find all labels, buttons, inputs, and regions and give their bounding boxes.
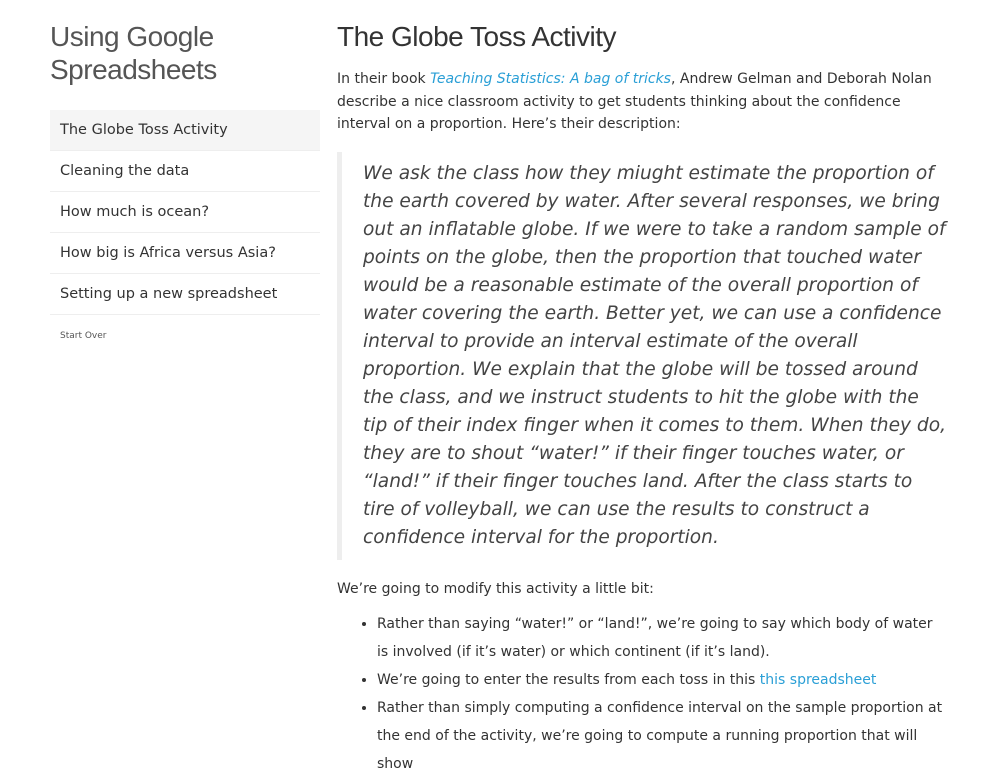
site-title-line1: Using Google bbox=[50, 21, 214, 52]
nav-item-how-much-is-ocean[interactable]: How much is ocean? bbox=[50, 192, 320, 233]
main-content bbox=[337, 20, 947, 778]
intro-text-after: , Andrew Gelman and Deborah Nolan describe a nice classroom activity to get students thinking about the confidence interval on a proportion. Here’s their description: bbox=[337, 71, 932, 132]
modification-list bbox=[337, 610, 947, 778]
list-item: • Rather than simply computing a confidence interval on the sample proportion at the end of the activity, we’re going to compute a running proportion that will show bbox=[377, 694, 947, 778]
nav-item-africa-versus-asia[interactable]: How big is Africa versus Asia? bbox=[50, 233, 320, 274]
intro-text-before: In their book bbox=[337, 71, 431, 87]
nav-item-new-spreadsheet[interactable]: Setting up a new spreadsheet bbox=[50, 274, 320, 315]
list-item bbox=[377, 666, 947, 694]
nav-item-cleaning-the-data[interactable]: Cleaning the data bbox=[50, 151, 320, 192]
description-blockquote bbox=[337, 152, 947, 560]
nav-item-globe-toss-activity[interactable]: The Globe Toss Activity bbox=[50, 110, 320, 151]
spreadsheet-link[interactable]: this spreadsheet bbox=[759, 671, 877, 688]
sidebar bbox=[50, 20, 320, 341]
bullet2-text: We’re going to enter the results from each toss in this bbox=[377, 671, 760, 688]
sidebar-nav bbox=[50, 110, 320, 315]
start-over-link[interactable]: Start Over bbox=[60, 331, 107, 341]
page-title: The Globe Toss Activity bbox=[337, 21, 616, 52]
quote-text: We ask the class how they miught estimate the proportion of the earth covered by water. After several responses, we bring out an inflatable globe. If we were to take a random sample of points on the globe, then the proportion that touched water would be a reasonable estimate of the overall proportion of water covering the earth. Better yet, we can use a confidence interval to provide an interval estimate of the overall proportion. We explain that the globe will be tossed around the class, and we instruct students to hit the globe with the tip of their index finger when it comes to them. When they do, they are to shout “water!” if their finger touches water, or “land!” if their finger touches land. After the class starts to tire of volleyball, we can use the results to construct a confidence interval for the proportion. bbox=[363, 162, 947, 548]
list-item: • Rather than saying “water!” or “land!”, we’re going to say which body of water is involved (if it’s water) or which continent (if it’s land). bbox=[377, 610, 947, 666]
site-title bbox=[50, 20, 320, 86]
site-title-line2: Spreadsheets bbox=[50, 54, 217, 85]
book-link[interactable]: Teaching Statistics: A bag of tricks bbox=[430, 71, 671, 87]
modify-paragraph: We’re going to modify this activity a little bit: bbox=[337, 580, 654, 597]
intro-paragraph bbox=[337, 68, 947, 136]
